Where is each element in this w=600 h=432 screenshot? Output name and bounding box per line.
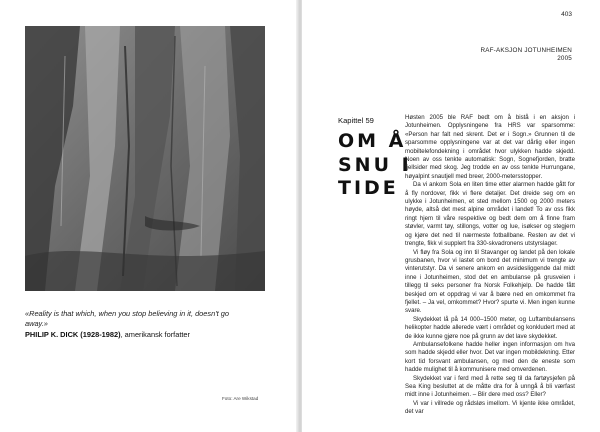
chapter-title-line: SNU I [338,153,412,176]
epigraph-attribution [25,330,265,339]
left-page [0,0,298,432]
running-head-line2: 2005 [557,55,572,63]
chapter-label: Kapittel 59 [338,116,374,125]
body-paragraph: Da vi ankom Sola en liten time etter alarmen hadde gått for å fly nordover, fikk vi flere detaljer. Det dreide seg om en ulykke i Jotunheimen, et sted mellom 1500 og 2000 meters høyde, altså det mest alpine området i landet! To av oss fikk ringt hjem til våre respektive og bedt dem om å finne fram støvler, varmt tøy, stillongs, votter og lue, isøkser og stegjern og kjøre det ned til nærmeste fotballbane. Resten av det vi trengte, fikk vi supplert fra 330-skvadronens utstyrslager. [405,181,575,248]
page-number: 403 [561,11,572,18]
body-paragraph: Skydekket var i ferd med å rette seg til da fartøysjefen på Sea King besluttet at de måtte dra for å unngå å bli værfast midt inne i Jotunheimen. – Blir dere med oss? Eller? [405,374,575,399]
chapter-title-line: TIDE [338,177,399,199]
epigraph-quote: «Reality is that which, when you stop believing in it, doesn't go away.» [25,309,229,328]
body-paragraph: Ambulansefolkene hadde heller ingen informasjon om hva som hadde skjedd eller hvor. Det var ingen mobildekning. Etter kort tid forsvant ambulansen, og med den de eneste som hadde mulighet til å kommunisere med omverdenen. [405,340,575,374]
chapter-title [338,130,412,201]
chapter-body-text [405,114,575,417]
body-paragraph: Vi fløy fra Sola og inn til Stavanger og landet på den lokale grusbanen, hvor vi lastet om bord det minimum vi trengte av vinterutstyr. Da vi senere ankom en avsidesliggende dal midt inne i Jotunheimen, stod det en ambulanse på grusveien i tillegg til seks personer fra Norsk Folkehjelp. De hadde fått beskjed om et oppdrag vi var å bære ned en omkommet fra fjellet. – Ja vel, omkommet? Hvor? spurte vi. Men ingen kunne svare. [405,248,575,315]
chapter-title-line: OM Å [338,130,407,152]
body-paragraph: Høsten 2005 ble RAF bedt om å bistå i en aksjon i Jotunheimen. Opplysningene fra HRS var sparsomme: «Person har falt ned skrent. Det er i Sogn.» Grunnen til de sparsomme opplysningene var at det var dårlig eller ingen mobiltelefondekning i området hvor ulykken hadde skjedd. Noen av oss tenkte automatisk: Sogn, Sognefjorden, bratte fjellsider med skog. Jeg trodde en av oss tenkte Hurrungane, høyalpint snautjell med breer, 2000-metersstopper. [405,114,575,180]
body-paragraph: Skydekket lå på 14 000–1500 meter, og Luftambulansens helikopter hadde allerede vært i området og konkludert med at de ikke kunne gjøre noe på grunn av det lave skydekket. [405,315,575,340]
rock-face-photo [25,26,265,291]
running-head [480,47,572,64]
photo-credit: Foto: Are Wikstad [222,396,259,401]
running-head-line1: RAF-AKSJON JOTUNHEIMEN [480,47,572,54]
body-paragraph: Vi var i villrede og rådsløs imellom. Vi kjente ikke området, det var [405,399,575,416]
right-page [302,0,600,432]
rock-face-illustration [25,26,265,291]
epigraph-author-role: , amerikansk forfatter [120,330,190,339]
epigraph-author: PHILIP K. DICK (1928-1982) [25,330,121,339]
